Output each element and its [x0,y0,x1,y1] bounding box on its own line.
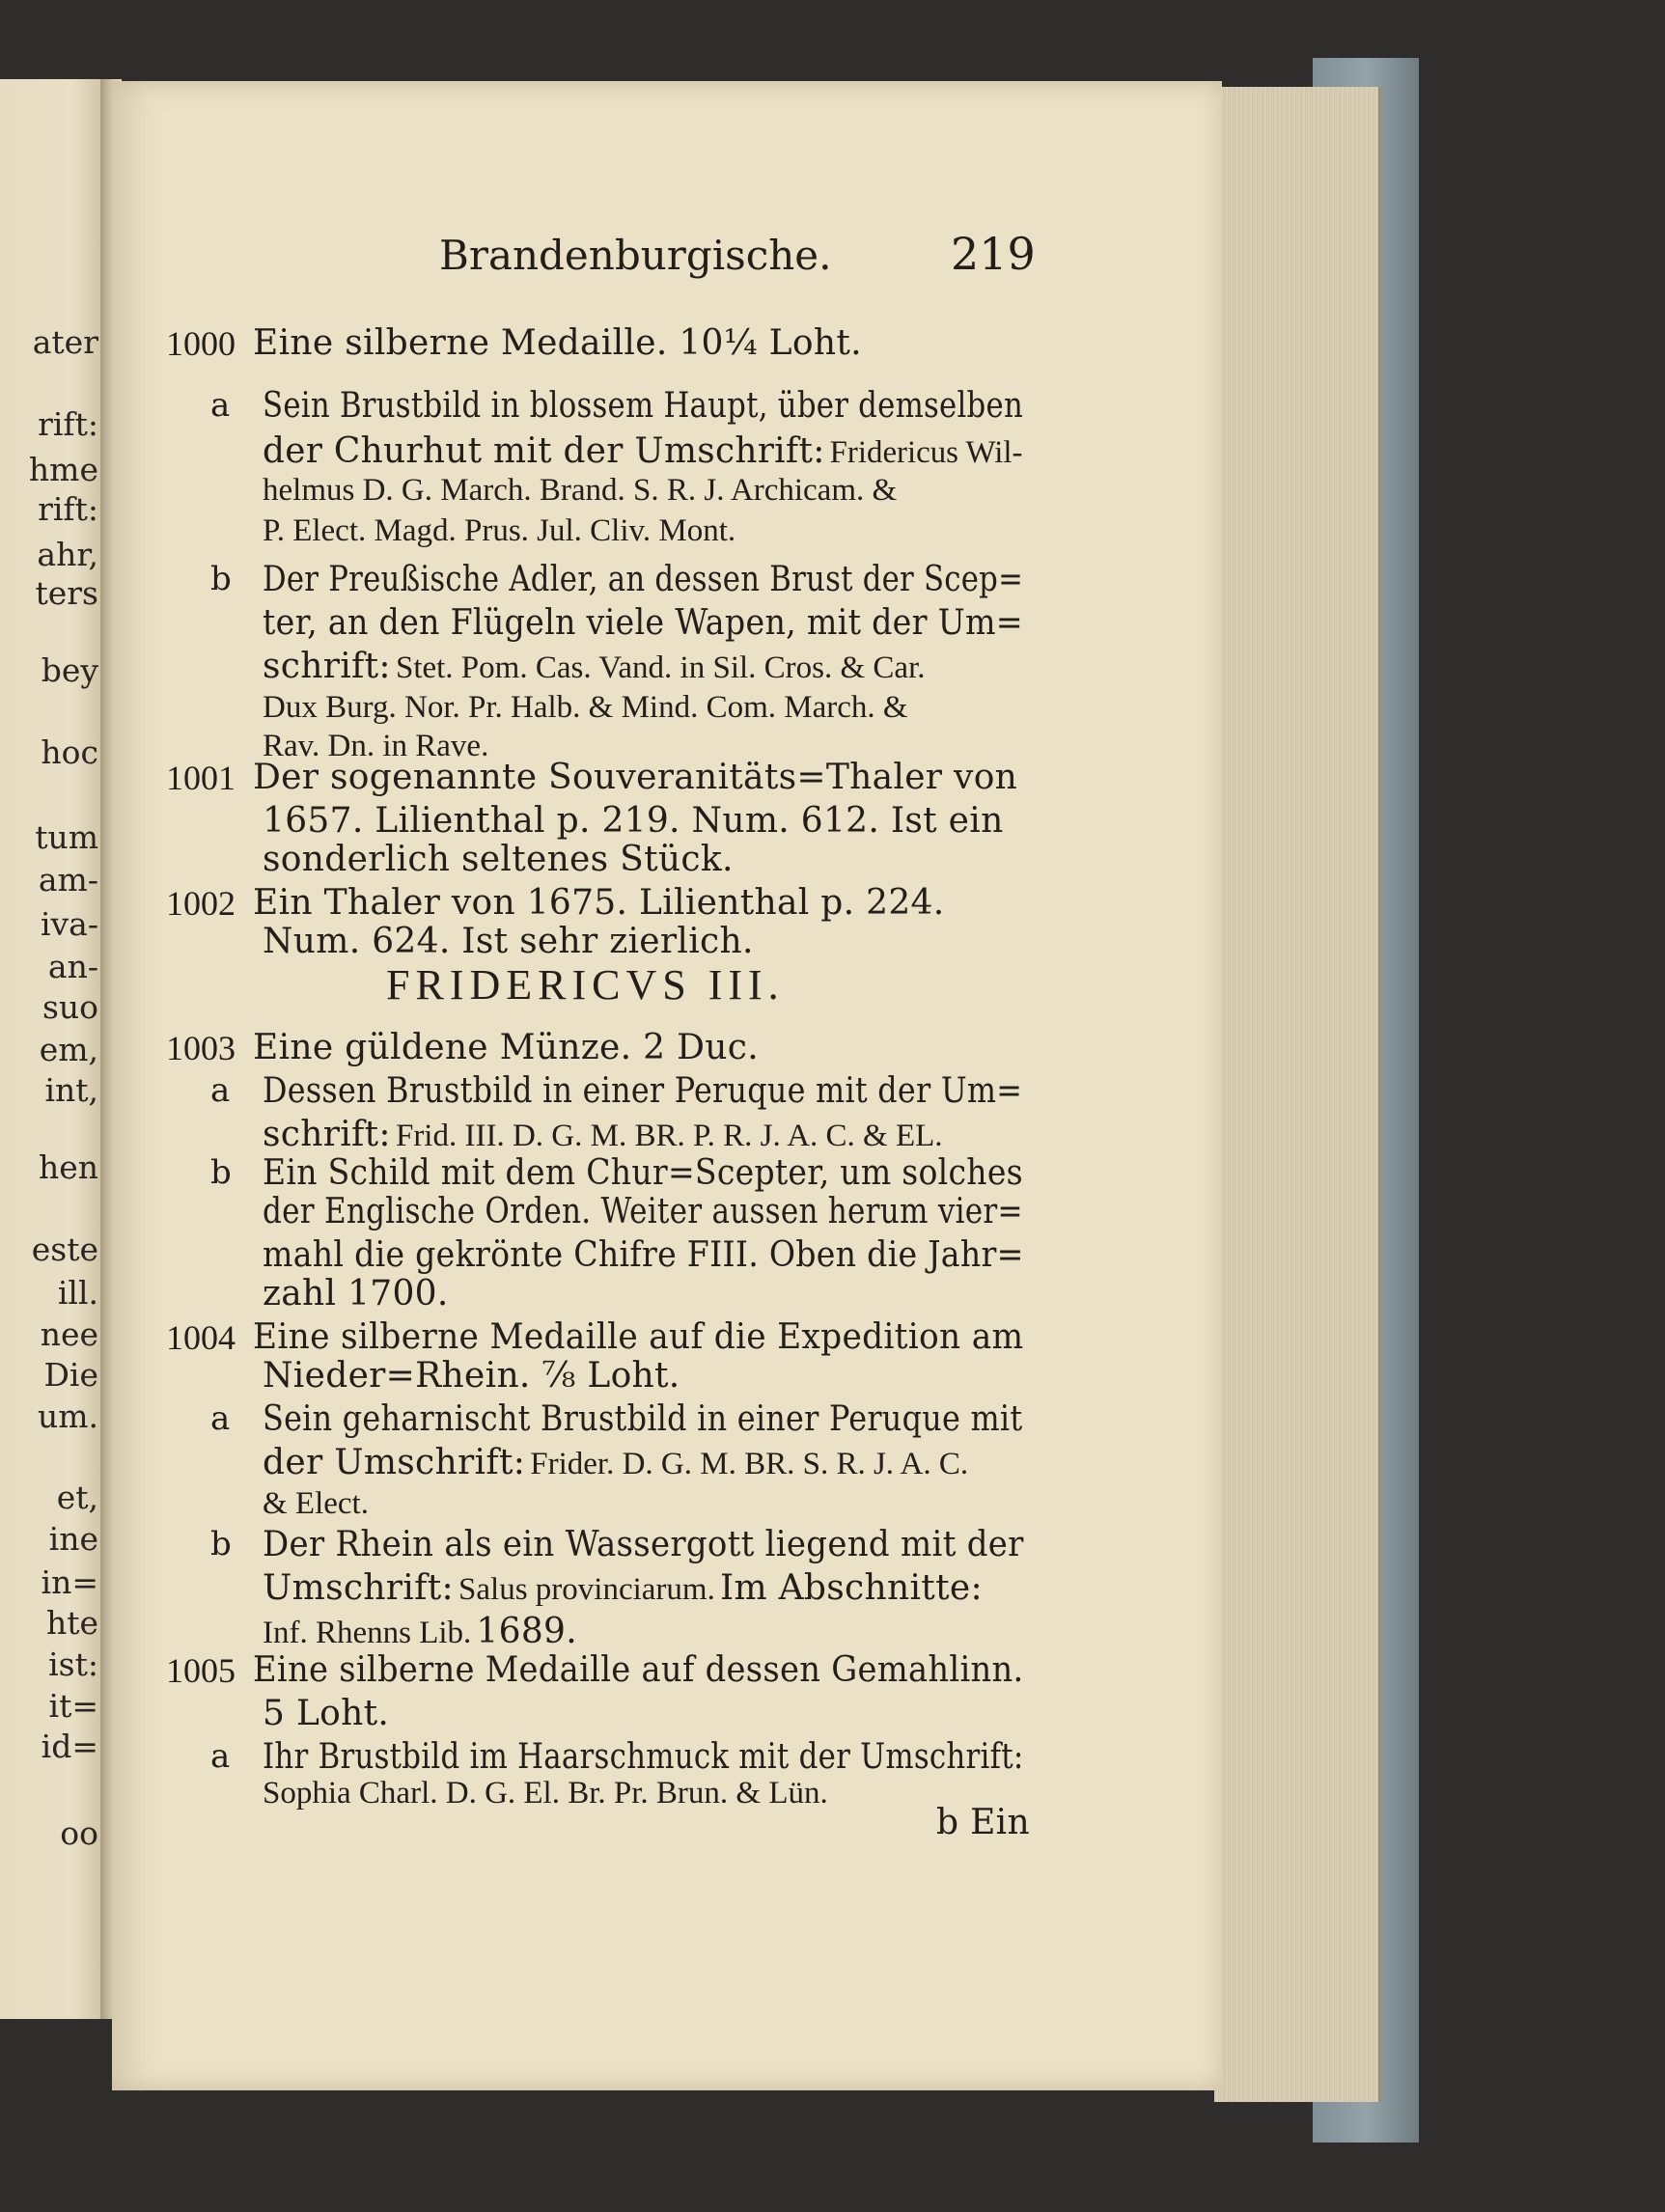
facing-page-fragment: et, [56,1479,98,1516]
facing-page-fragment: int, [44,1071,98,1109]
latin-inscription: P. Elect. Magd. Prus. Jul. Cliv. Mont. [263,513,736,548]
facing-page-fragment: nee [40,1315,98,1353]
german-text: Ihr Brustbild im Haarschmuck mit der Umschrift: [263,1737,1024,1777]
latin-inscription: Dux Burg. Nor. Pr. Halb. & Mind. Com. March. & [263,690,908,725]
facing-page-fragment: ine [48,1520,98,1558]
latin-inscription: Inf. Rhenns Lib. [263,1616,472,1650]
entry-number: 1000 [166,324,236,363]
section-heading: FRIDERICVS III. [386,961,785,1009]
german-text: sonderlich seltenes Stück. [263,840,734,879]
german-text: 5 Loht. [263,1694,390,1733]
line-text [263,1153,1023,1193]
german-text: Eine silberne Medaille. 10¼ Loht. [253,323,862,363]
entry-number: 1005 [166,1651,236,1690]
side-letter: b [210,560,232,598]
side-letter: a [210,386,231,425]
german-text: Num. 624. Ist sehr zierlich. [263,922,754,961]
german-text: Dessen Brustbild in einer Peruque mit der Um= [263,1071,1023,1111]
line-text [263,840,734,879]
line-text [253,883,945,923]
line-text [263,473,897,509]
entry-number: 1004 [166,1318,236,1357]
latin-inscription: Sophia Charl. D. G. El. Br. Pr. Brun. & Lün. [263,1776,828,1811]
line-text [263,1235,1024,1275]
facing-page-fragment: este [31,1230,98,1268]
german-text: Eine güldene Münze. 2 Duc. [253,1028,759,1067]
line-text [263,922,754,961]
line-text [253,1028,759,1067]
side-letter: b [210,1153,232,1192]
german-text: schrift: [263,1115,391,1154]
facing-page-fragment: in= [41,1563,98,1601]
german-text: der Englische Orden. Weiter aussen herum vier= [263,1192,1023,1231]
facing-page-fragment: rift: [38,490,98,528]
facing-page-fragment: ater [32,323,98,361]
running-head: Brandenburgische. [439,232,832,279]
line-text [263,1568,983,1608]
side-letter: a [210,1399,231,1438]
facing-page-fragment: an- [47,948,98,985]
facing-page-fragment: rift: [38,405,98,443]
latin-inscription: Fridericus Wil- [829,435,1023,470]
line-text [263,1443,968,1482]
german-text: Eine silberne Medaille auf die Expedition am [253,1317,1024,1357]
facing-page-fragment: bey [41,651,98,689]
line-text [263,1694,389,1733]
german-text: Sein geharnischt Brustbild in einer Peruque mit [263,1399,1023,1439]
facing-page-fragment: suo [42,988,98,1026]
facing-page-fragment: ill. [57,1274,98,1312]
german-text-continued: Im Abschnitte: [719,1568,983,1608]
facing-page-fragment: um. [37,1397,98,1435]
line-text [263,1356,680,1396]
facing-page-fragment: hte [45,1604,98,1642]
german-text: Umschrift: [263,1568,454,1608]
facing-page-fragment: hme [28,451,98,488]
line-text [263,560,1023,599]
german-text-continued: 1689. [476,1612,577,1651]
line-text [263,513,735,549]
line-text [263,690,908,726]
german-text: mahl die gekrönte Chifre FIII. Oben die Jahr= [263,1235,1024,1275]
facing-page-fragment: hoc [41,733,98,771]
german-text: Ein Schild mit dem Chur=Scepter, um solches [263,1153,1023,1193]
line-text [253,1650,1024,1690]
line-text [263,1115,943,1154]
entry-number: 1002 [166,884,236,923]
facing-page-fragment: ist: [48,1645,98,1683]
line-text [263,1192,1023,1231]
german-text: ter, an den Flügeln viele Wapen, mit der Um= [263,603,1023,643]
facing-page-fragment: am- [38,861,98,899]
line-text [253,1317,1023,1357]
line-text [263,1737,1024,1777]
german-text: 1657. Lilienthal p. 219. Num. 612. Ist ein [263,801,1004,841]
line-text [253,323,862,363]
facing-page-fragment: ahr, [37,536,98,573]
side-letter: b [210,1525,232,1563]
line-text [263,603,1023,643]
catchword: b Ein [936,1803,1030,1842]
german-text: Der Preußische Adler, an dessen Brust der Scep= [263,560,1024,599]
line-text [263,801,1004,841]
line-text [263,431,1022,471]
line-text [263,1486,369,1522]
facing-page [0,79,104,2019]
line-text [263,1274,449,1313]
facing-page-fragment: iva- [40,905,98,943]
german-text: der Umschrift: [263,1443,526,1482]
latin-inscription: helmus D. G. March. Brand. S. R. J. Archicam. & [263,473,898,508]
german-text: Ein Thaler von 1675. Lilienthal p. 224. [253,883,945,923]
facing-page-fragment: em, [39,1031,98,1068]
page-number: 219 [951,228,1036,280]
german-text: schrift: [263,647,391,686]
german-text: Eine silberne Medaille auf dessen Gemahlinn. [253,1650,1024,1690]
latin-inscription: Stet. Pom. Cas. Vand. in Sil. Cros. & Car. [395,650,926,685]
line-text [263,1399,1022,1439]
line-text [253,758,1017,797]
entry-number: 1001 [166,759,236,797]
german-text: zahl 1700. [263,1274,449,1313]
line-text [263,1525,1024,1564]
side-letter: a [210,1071,231,1110]
german-text: Der sogenannte Souveranitäts=Thaler von [253,758,1018,797]
line-text [263,1612,577,1651]
facing-page-fragment: ters [35,574,98,612]
german-text: der Churhut mit der Umschrift: [263,431,825,471]
german-text: Der Rhein als ein Wassergott liegend mit der [263,1525,1024,1564]
line-text [263,1071,1022,1111]
facing-page-fragment: Die [43,1356,98,1394]
german-text: Sein Brustbild in blossem Haupt, über demselben [263,386,1024,426]
latin-inscription: & Elect. [263,1486,369,1521]
page-edges [1214,87,1381,2102]
entry-number: 1003 [166,1029,236,1067]
german-text: Nieder=Rhein. ⅞ Loht. [263,1356,680,1396]
side-letter: a [210,1737,231,1776]
line-text [263,1776,828,1811]
facing-page-fragment: oo [60,1814,98,1852]
latin-inscription: Rav. Dn. in Rave. [263,729,489,763]
facing-page-fragment: hen [38,1148,98,1186]
line-text [263,386,1023,426]
latin-inscription: Salus provinciarum. [458,1572,715,1607]
facing-page-fragment: it= [48,1687,98,1725]
latin-inscription: Frider. D. G. M. BR. S. R. J. A. C. [530,1447,969,1481]
line-text [263,647,926,686]
latin-inscription: Frid. III. D. G. M. BR. P. R. J. A. C. & EL. [395,1119,943,1153]
facing-page-fragment: tum [35,818,98,856]
facing-page-fragment: id= [41,1728,98,1765]
